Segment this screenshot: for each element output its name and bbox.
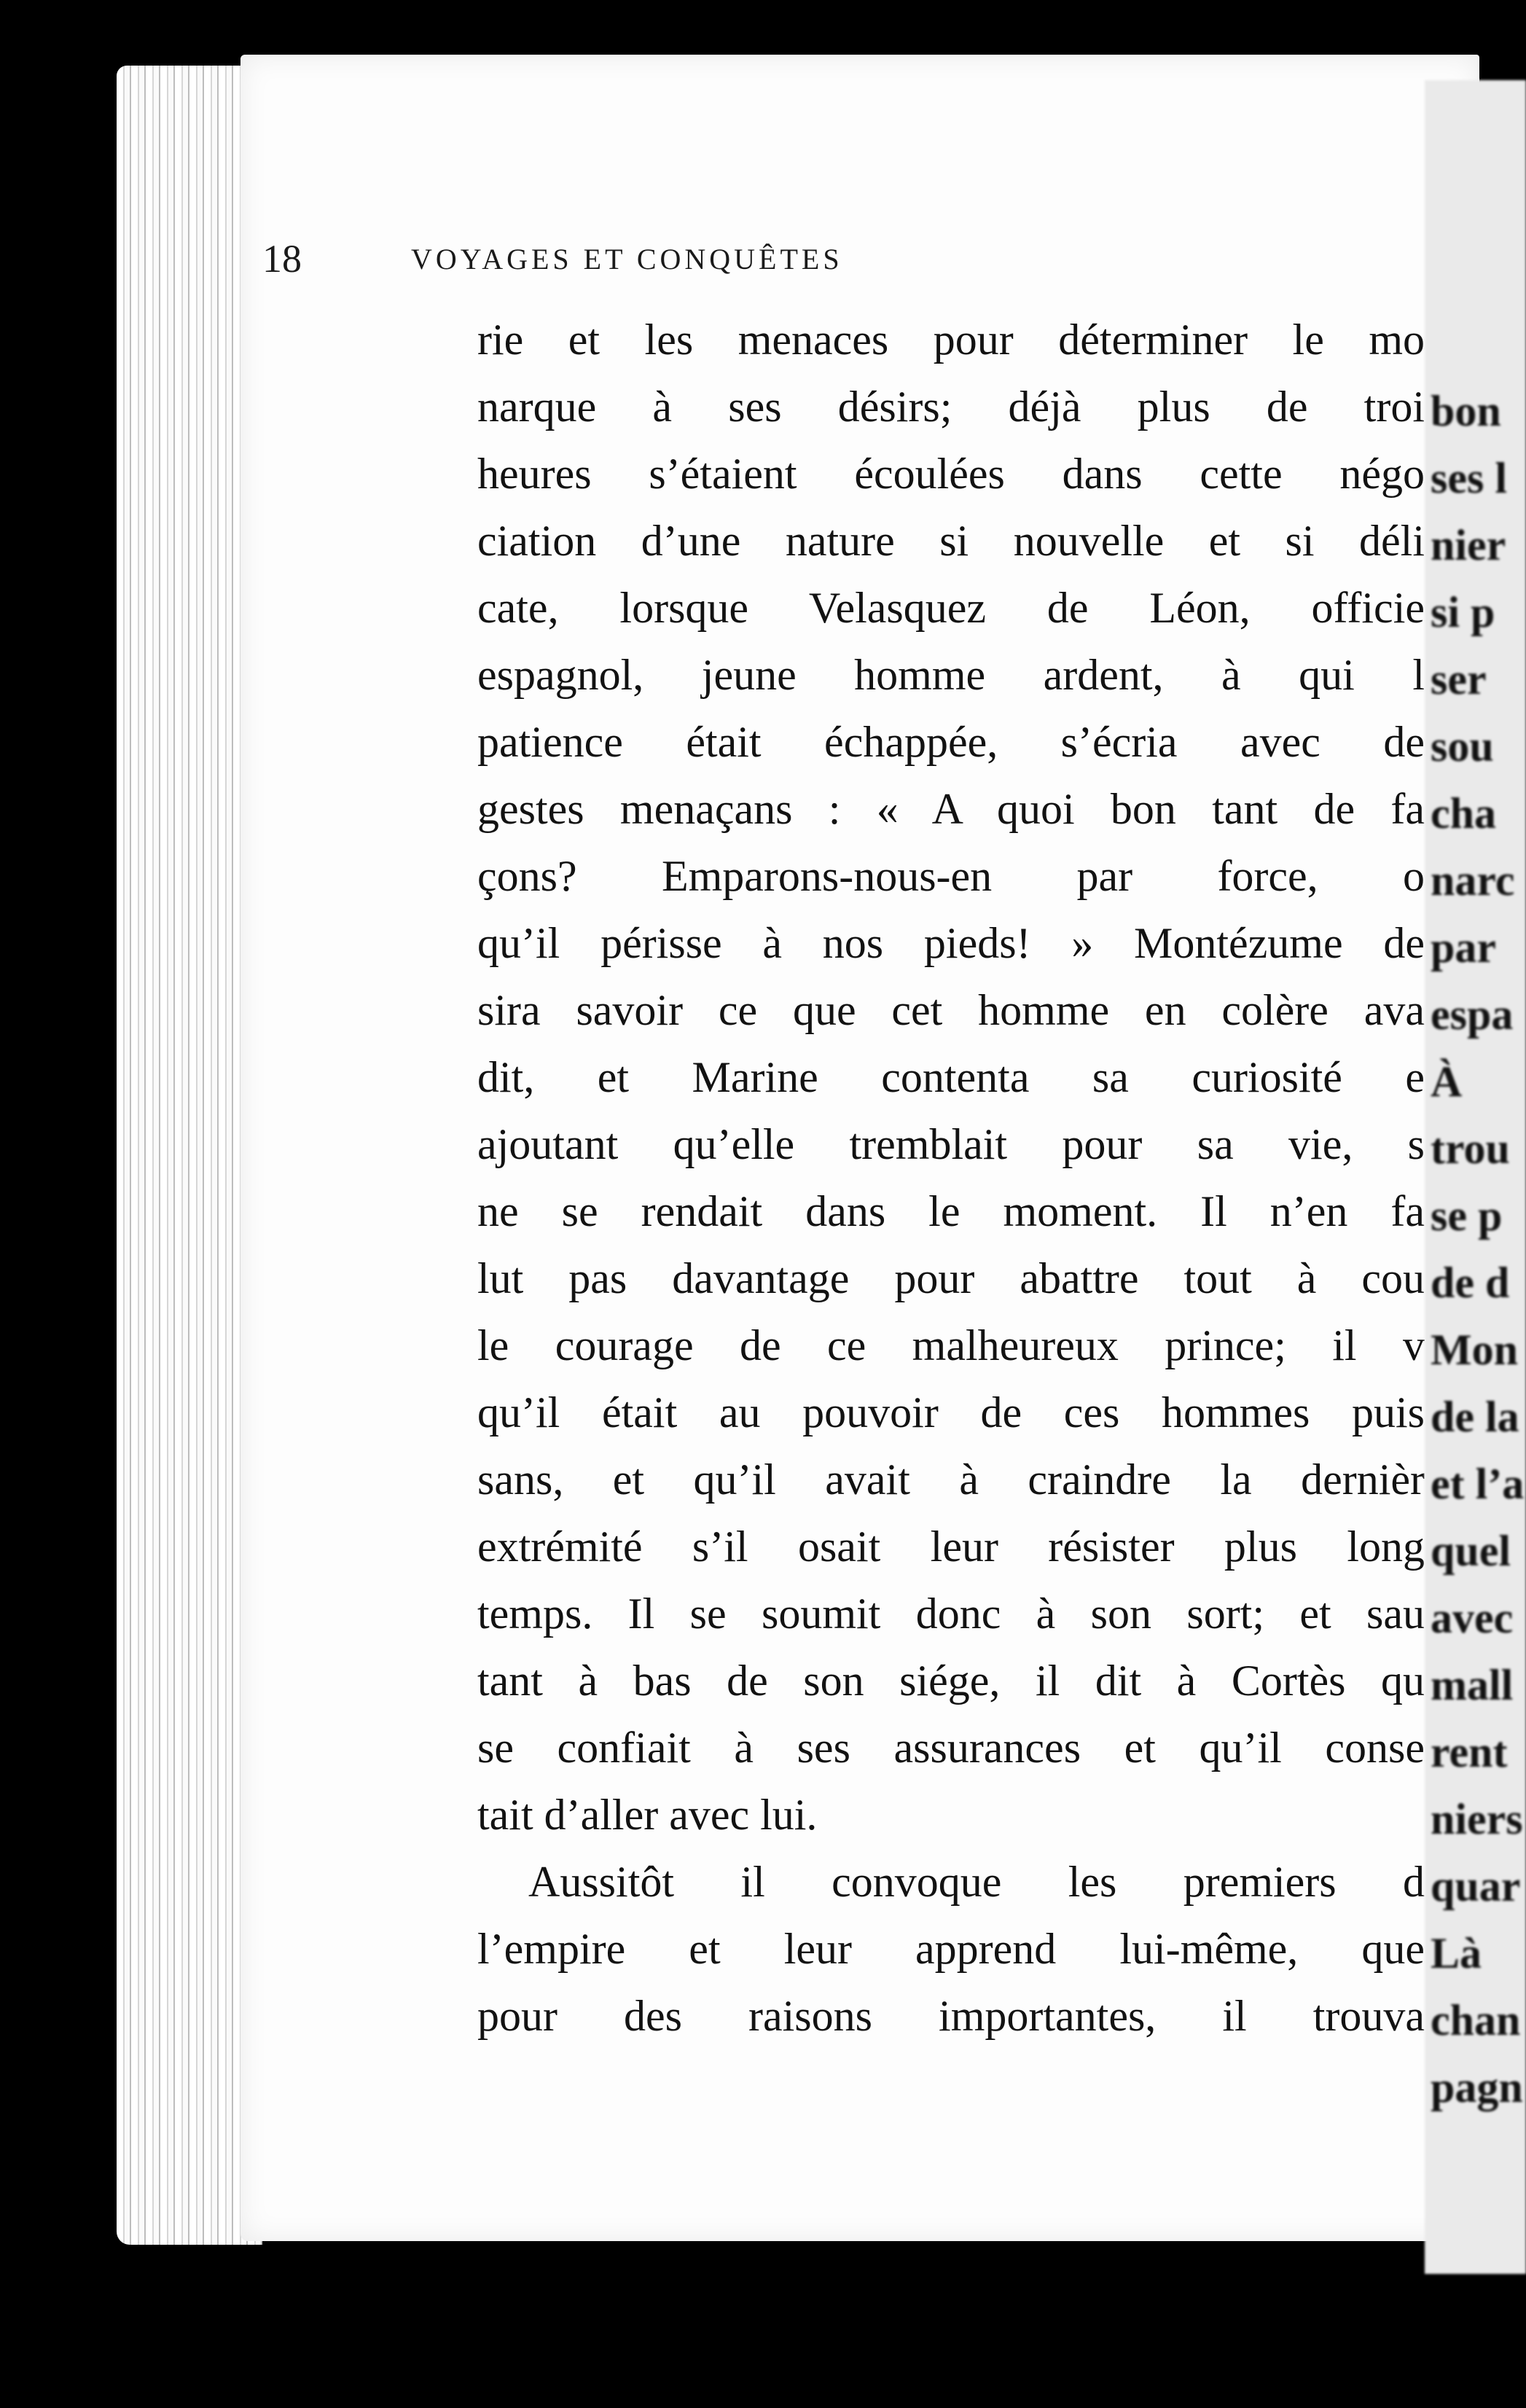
text-line: lut pas davantage pour abattre tout à cou xyxy=(477,1254,1425,1302)
running-title: VOYAGES ET CONQUÊTES xyxy=(411,242,843,275)
facing-text-line: pagn xyxy=(1431,2063,1523,2111)
text-line: ajoutant qu’elle tremblait pour sa vie, s xyxy=(477,1120,1425,1168)
facing-text-line: sou xyxy=(1431,722,1494,770)
text-line: ne se rendait dans le moment. Il n’en fa xyxy=(477,1187,1425,1235)
text-line: cate, lorsque Velasquez de Léon, officie xyxy=(477,584,1425,632)
text-line: temps. Il se soumit donc à son sort; et sau xyxy=(477,1590,1425,1638)
text-line: patience était échappée, s’écria avec de xyxy=(477,718,1425,766)
facing-text-line: cha xyxy=(1431,789,1496,837)
facing-text-line: se p xyxy=(1431,1192,1503,1240)
facing-text-line: À xyxy=(1431,1058,1463,1106)
facing-text-line: rent xyxy=(1431,1728,1508,1776)
facing-text-line: quel xyxy=(1431,1527,1511,1575)
facing-text-line: nier xyxy=(1431,521,1506,569)
text-line: le courage de ce malheureux prince; il v xyxy=(477,1321,1425,1369)
text-line: Aussitôt il convoque les premiers d xyxy=(528,1858,1425,1906)
body-text xyxy=(477,306,1425,2049)
text-line: tant à bas de son siége, il dit à Cortès qu xyxy=(477,1657,1425,1705)
text-line: çons? Emparons-nous-en par force, o xyxy=(477,852,1425,900)
facing-text-line: de d xyxy=(1431,1259,1510,1307)
facing-text-line: espa xyxy=(1431,990,1514,1039)
facing-text-line: et l’a xyxy=(1431,1460,1525,1508)
facing-page-fragment xyxy=(1425,80,1526,2274)
text-line: qu’il périsse à nos pieds! » Montézume de xyxy=(477,919,1425,967)
text-line: gestes menaçans : « A quoi bon tant de fa xyxy=(477,785,1425,833)
facing-text-line: trou xyxy=(1431,1125,1510,1173)
text-line: espagnol, jeune homme ardent, à qui l xyxy=(477,651,1425,699)
text-line: l’empire et leur apprend lui-même, que xyxy=(477,1925,1425,1973)
facing-text-line: niers xyxy=(1431,1795,1523,1843)
facing-text-line: ser xyxy=(1431,655,1487,703)
facing-text-line: quar xyxy=(1431,1862,1521,1910)
text-line: se confiait à ses assurances et qu’il conse xyxy=(477,1724,1425,1772)
text-line: dit, et Marine contenta sa curiosité e xyxy=(477,1053,1425,1101)
page-number: 18 xyxy=(262,237,302,281)
text-line: ciation d’une nature si nouvelle et si déli xyxy=(477,517,1425,565)
facing-text-line: bon xyxy=(1431,387,1501,435)
text-line: narque à ses désirs; déjà plus de troi xyxy=(477,383,1425,431)
facing-text-line: par xyxy=(1431,923,1496,972)
facing-text-line: narc xyxy=(1431,856,1515,904)
text-line: heures s’étaient écoulées dans cette négo xyxy=(477,450,1425,498)
text-line: sira savoir ce que cet homme en colère ava xyxy=(477,986,1425,1034)
page-header xyxy=(262,204,1283,313)
facing-text-line: si p xyxy=(1431,588,1495,636)
text-line: sans, et qu’il avait à craindre la dernièr xyxy=(477,1455,1425,1504)
facing-text-line: de la xyxy=(1431,1393,1519,1441)
facing-text-line: avec xyxy=(1431,1594,1514,1642)
text-line: extrémité s’il osait leur résister plus long xyxy=(477,1522,1425,1571)
text-line: qu’il était au pouvoir de ces hommes puis xyxy=(477,1388,1425,1436)
facing-text-line: Là xyxy=(1431,1929,1482,1977)
facing-text-line: ses l xyxy=(1431,454,1507,502)
text-line: rie et les menaces pour déterminer le mo xyxy=(477,316,1425,364)
facing-text-line: chan xyxy=(1431,1996,1521,2044)
facing-text-line: mall xyxy=(1431,1661,1514,1709)
text-line: pour des raisons importantes, il trouva xyxy=(477,1992,1425,2040)
facing-text-line: Mon xyxy=(1431,1326,1518,1374)
text-line: tait d’aller avec lui. xyxy=(477,1791,818,1839)
